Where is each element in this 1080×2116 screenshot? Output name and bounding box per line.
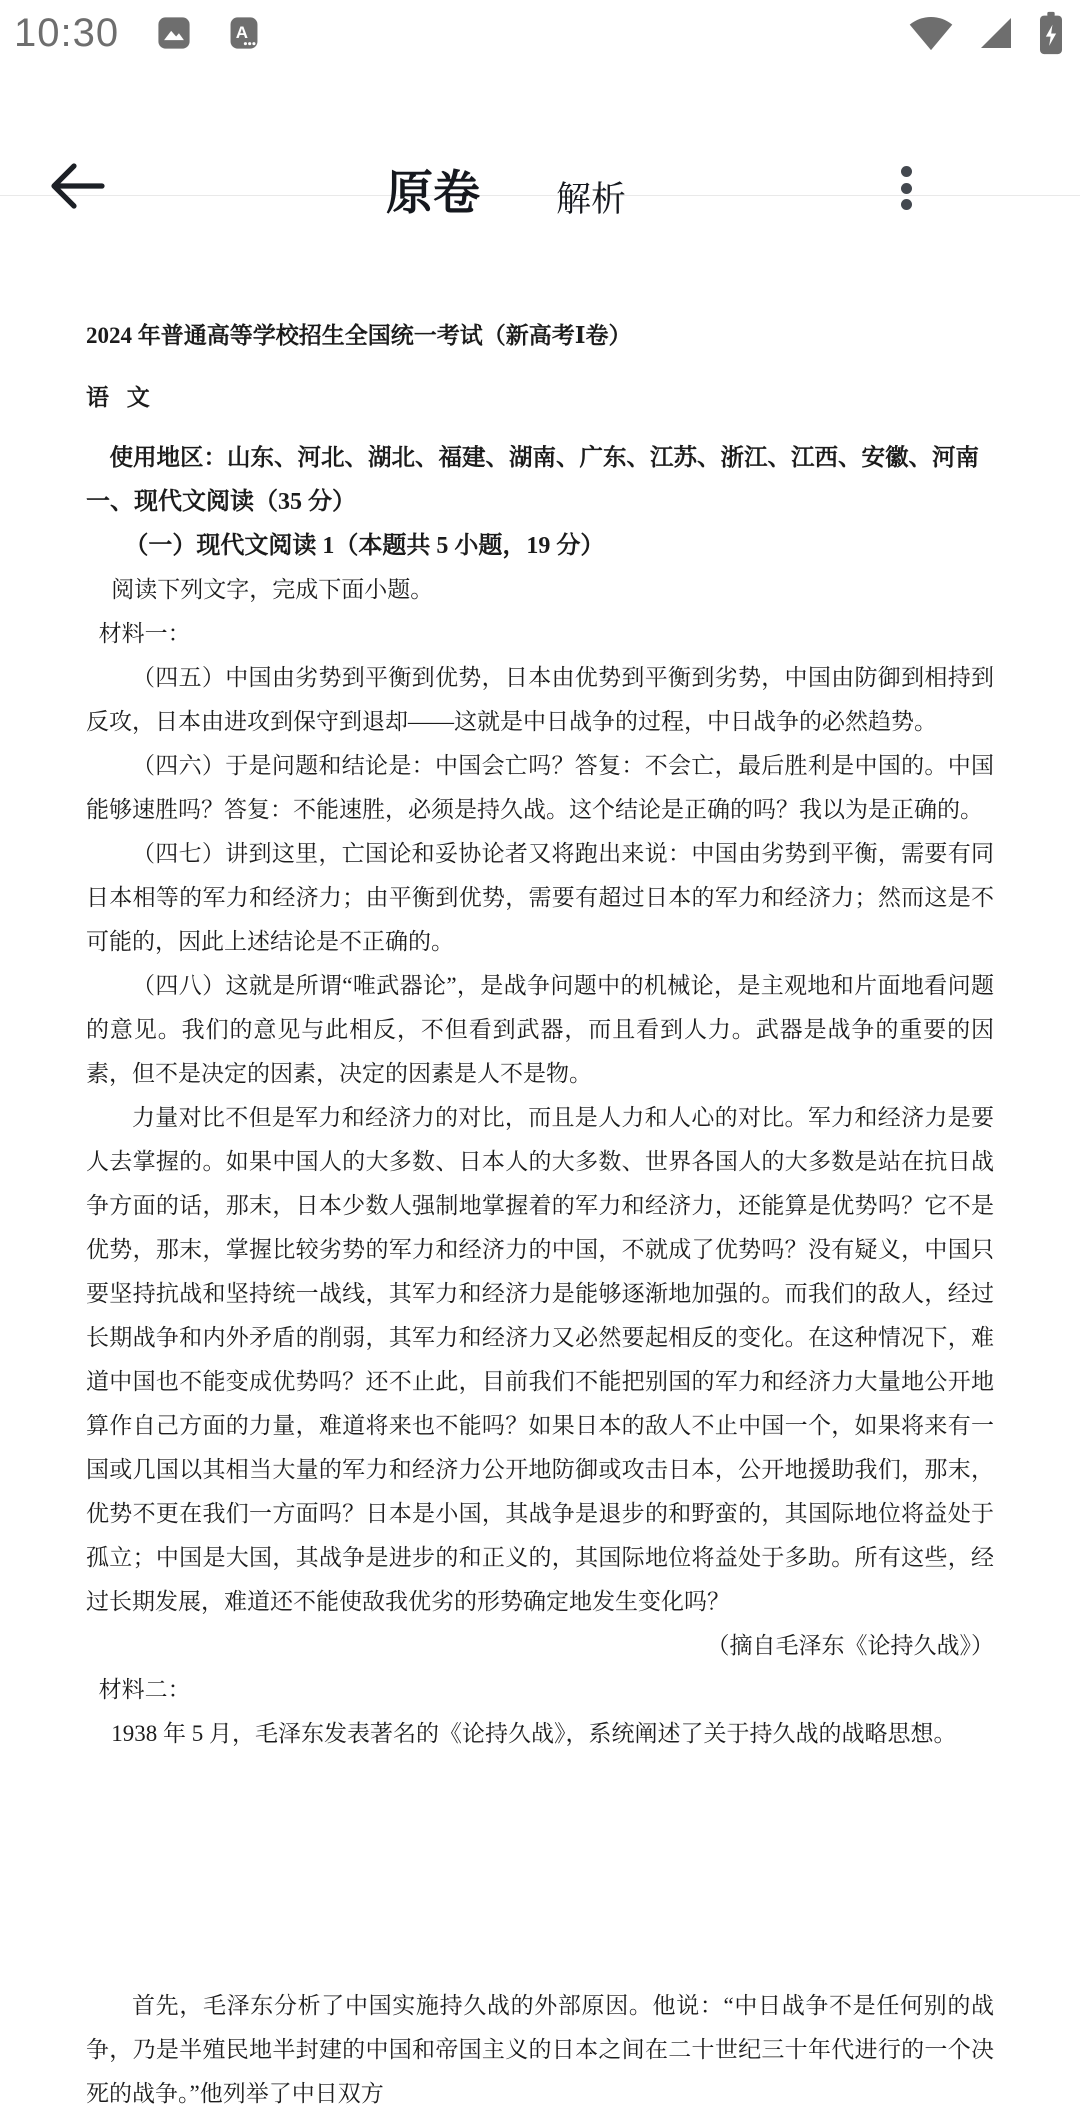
material2-intro: 1938 年 5 月，毛泽东发表著名的《论持久战》，系统阐述了关于持久战的战略思想。: [111, 1721, 957, 1746]
material1-label: 材料一：: [98, 621, 191, 646]
tab-original-paper[interactable]: 原卷: [386, 166, 480, 219]
exam-subject: 语 文: [86, 385, 156, 410]
wifi-icon: [908, 14, 954, 52]
svg-text:A: A: [235, 22, 249, 42]
subsection-heading: （一）现代文阅读 1（本题共 5 小题，19 分）: [124, 533, 605, 559]
paragraph: （四六）于是问题和结论是：中国会亡吗？答复：不会亡，最后胜利是中国的。中国能够速胜吗？答复：不能速胜，必须是持久战。这个结论是正确的吗？我以为是正确的。: [86, 753, 994, 822]
paragraph: 首先，毛泽东分析了中国实施持久战的外部原因。他说：“中日战争不是任何别的战争，乃是半殖民地半封建的中国和帝国主义的日本之间在二十世纪三十年代进行的一个决死的战争。”他列举了中日双方: [86, 1993, 994, 2106]
cellular-signal-icon: [978, 15, 1014, 51]
document-scroll-area[interactable]: [0, 314, 1080, 2116]
letter-a-icon: [229, 16, 259, 50]
source-attribution: （摘自毛泽东《论持久战》）: [706, 1633, 994, 1658]
section-heading: 一、现代文阅读（35 分）: [86, 489, 356, 515]
instruction-line: 阅读下列文字，完成下面小题。: [111, 577, 434, 602]
battery-charging-icon: [1038, 11, 1064, 55]
kebab-menu-icon[interactable]: [893, 164, 919, 212]
tab-analysis[interactable]: 解析: [556, 180, 627, 219]
status-bar: [0, 0, 1080, 60]
gallery-icon: [157, 16, 191, 50]
back-button[interactable]: [48, 162, 104, 210]
paragraph: （四八）这就是所谓“唯武器论”，是战争问题中的机械论，是主观地和片面地看问题的意见。我们的意见与此相反，不但看到武器，而且看到人力。武器是战争的重要的因素，但不是决定的因素，决定的因素是人不是物。: [86, 973, 994, 1086]
paragraph: 力量对比不但是军力和经济力的对比，而且是人力和人心的对比。军力和经济力是要人去掌握的。如果中国人的大多数、日本人的大多数、世界各国人的大多数是站在抗日战争方面的话，那末，日本少数人强制地掌握着的军力和经济力，还能算是优势吗？它不是优势，那末，掌握比较劣势的军力和经济力的中国，不就成了优势吗？没有疑义，中国只要坚持抗战和坚持统一战线，其军力和经济力是能够逐渐地加强的。而我们的敌人，经过长期战争和内外矛盾的削弱，其军力和经济力又必然要起相反的变化。在这种情况下，难道中国也不能变成优势吗？还不止此，目前我们不能把别国的军力和经济力大量地公开地算作自己方面的力量，难道将来也不能吗？如果日本的敌人不止中国一个，如果将来有一国或几国以其相当大量的军力和经济力公开地防御或攻击日本，公开地援助我们，那末，优势不更在我们一方面吗？日本是小国，其战争是退步的和野蛮的，其国际地位将益处于孤立；中国是大国，其战争是进步的和正义的，其国际地位将益处于多助。所有这些，经过长期发展，难道还不能使敌我优劣的形势确定地发生变化吗？: [86, 1105, 994, 1614]
material2-label: 材料二：: [98, 1677, 191, 1702]
app-bar: [0, 60, 1080, 219]
clock: 10:30: [14, 10, 120, 55]
exam-title: 2024 年普通高等学校招生全国统一考试（新高考Ⅰ卷）: [86, 323, 632, 348]
region-line: 使用地区：山东、河北、湖北、福建、湖南、广东、江苏、浙江、江西、安徽、河南: [109, 445, 979, 471]
paragraph: （四七）讲到这里，亡国论和妥协论者又将跑出来说：中国由劣势到平衡，需要有同日本相等的军力和经济力；由平衡到优势，需要有超过日本的军力和经济力；然而这是不可能的，因此上述结论是不正确的。: [86, 841, 994, 954]
page-break-gap: [86, 1756, 994, 1984]
paragraph: （四五）中国由劣势到平衡到优势，日本由优势到平衡到劣势，中国由防御到相持到反攻，日本由进攻到保守到退却——这就是中日战争的过程，中日战争的必然趋势。: [86, 665, 994, 734]
